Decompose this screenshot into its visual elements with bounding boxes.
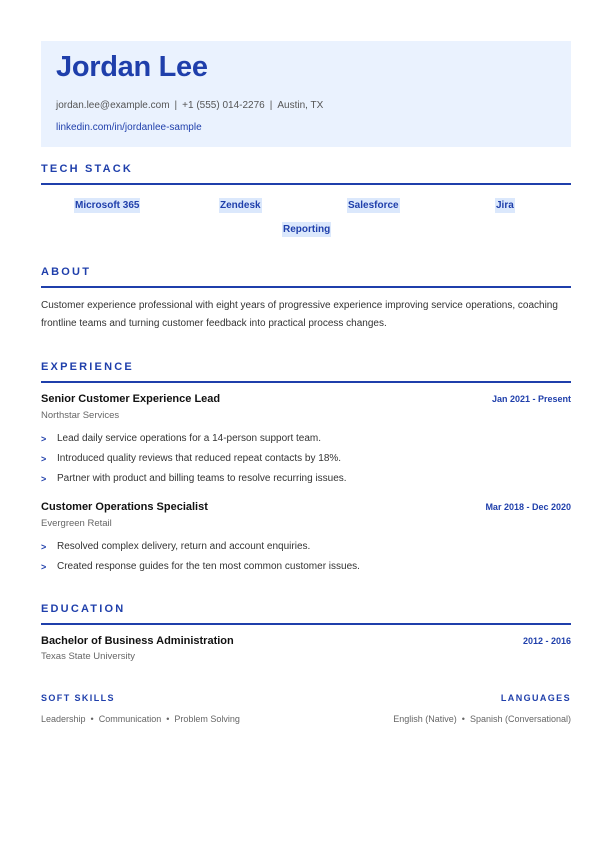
education-section: [41, 603, 571, 662]
list-separator: •: [166, 714, 170, 724]
job-title: Senior Customer Experience Lead: [41, 393, 221, 405]
chevron-right-icon: >: [41, 542, 47, 552]
location-text: Austin, TX: [277, 100, 324, 111]
job-bullets: [41, 537, 571, 577]
tech-tag: Reporting: [283, 224, 331, 235]
job-title: Customer Operations Specialist: [41, 501, 208, 513]
section-divider: [41, 623, 571, 625]
section-divider: [41, 286, 571, 288]
resume-page: [41, 41, 571, 724]
job-entry: [41, 501, 571, 577]
skill-item: Communication: [98, 714, 162, 724]
bullet-text: Created response guides for the ten most common customer issues.: [57, 561, 360, 572]
bullet-item: [41, 469, 571, 489]
degree-title: Bachelor of Business Administration: [41, 635, 234, 647]
chevron-right-icon: >: [41, 474, 47, 484]
list-separator: •: [90, 714, 94, 724]
languages-list: [393, 714, 571, 724]
tech-tag: Jira: [496, 200, 514, 211]
bullet-item: [41, 537, 571, 557]
job-entry: [41, 393, 571, 489]
soft-skills-section: [41, 693, 240, 724]
bullet-text: Resolved complex delivery, return and account enquiries.: [57, 541, 311, 552]
tech-tag: Microsoft 365: [75, 200, 140, 211]
skill-item: Leadership: [41, 714, 86, 724]
job-company: Northstar Services: [41, 410, 120, 421]
soft-skills-title: SOFT SKILLS: [41, 693, 115, 703]
about-text: Customer experience professional with eight years of progressive experience improving service operations, coaching frontline teams and turning customer feedback into practical process changes.: [41, 300, 558, 329]
about-section: [41, 266, 571, 333]
tech-stack-title: TECH STACK: [41, 163, 134, 175]
bullet-text: Partner with product and billing teams to resolve recurring issues.: [57, 473, 347, 484]
tech-tags: [41, 185, 571, 241]
soft-skills-list: [41, 714, 240, 724]
language-item: Spanish (Conversational): [469, 714, 571, 724]
bullet-item: [41, 557, 571, 577]
languages-title: LANGUAGES: [500, 693, 571, 703]
school-name: Texas State University: [41, 651, 135, 662]
skill-item: Problem Solving: [174, 714, 240, 724]
bullet-item: [41, 429, 571, 449]
contact-separator: |: [174, 100, 178, 111]
chevron-right-icon: >: [41, 454, 47, 464]
job-company: Evergreen Retail: [41, 518, 112, 529]
email-text: jordan.lee@example.com: [56, 100, 170, 111]
bullet-text: Introduced quality reviews that reduced repeat contacts by 18%.: [57, 453, 342, 464]
linkedin-link[interactable]: linkedin.com/in/jordanlee-sample: [56, 122, 202, 133]
candidate-name: Jordan Lee: [56, 51, 208, 83]
chevron-right-icon: >: [41, 434, 47, 444]
languages-section: [393, 693, 571, 724]
job-dates: Jan 2021 - Present: [491, 394, 571, 404]
experience-section: [41, 361, 571, 577]
tech-stack-section: [41, 163, 571, 241]
tech-tag: Salesforce: [348, 200, 399, 211]
phone-text: +1 (555) 014-2276: [182, 100, 265, 111]
education-years: 2012 - 2016: [522, 636, 571, 646]
resume-header: [41, 41, 571, 147]
education-title: EDUCATION: [41, 603, 126, 615]
contact-separator: |: [269, 100, 273, 111]
education-entry: [41, 635, 571, 662]
contact-line: [56, 100, 323, 111]
bullet-item: [41, 449, 571, 469]
list-separator: •: [461, 714, 465, 724]
job-dates: Mar 2018 - Dec 2020: [485, 502, 571, 512]
language-item: English (Native): [393, 714, 457, 724]
bullet-text: Lead daily service operations for a 14-person support team.: [57, 433, 322, 444]
experience-title: EXPERIENCE: [41, 361, 134, 373]
chevron-right-icon: >: [41, 562, 47, 572]
tech-tag: Zendesk: [220, 200, 261, 211]
about-title: ABOUT: [41, 266, 92, 278]
job-bullets: [41, 429, 571, 489]
section-divider: [41, 381, 571, 383]
